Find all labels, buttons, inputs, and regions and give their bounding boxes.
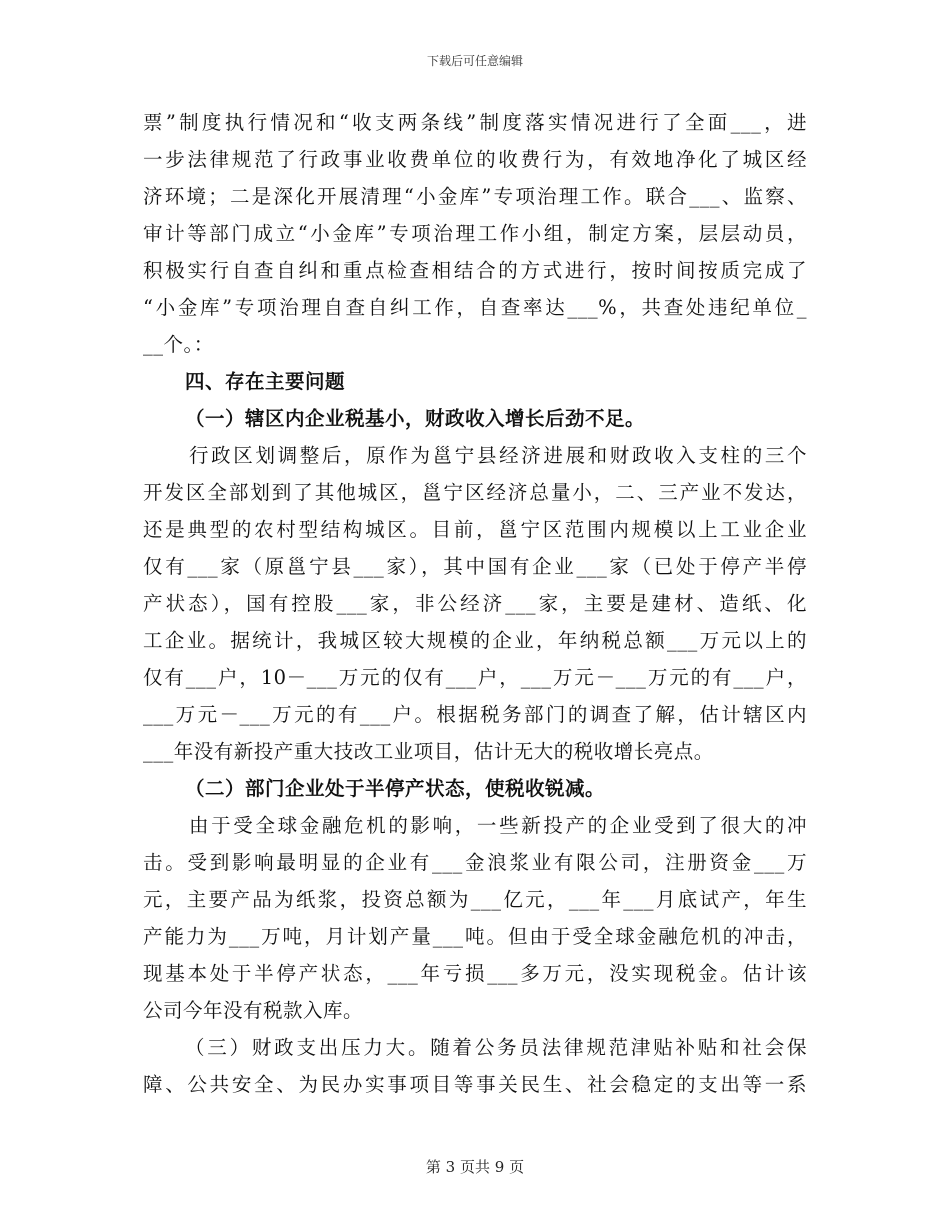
body-line: 障、公共安全、为民办实事项目等事关民生、社会稳定的支出等一系 <box>143 1073 807 1096</box>
body-line: 由于受全球金融危机的影响，一些新投产的企业受到了很大的冲 <box>189 814 807 837</box>
body-line: ___万元－___万元的有___户。根据税务部门的调查了解，估计辖区内 <box>143 703 807 726</box>
body-line: 仅有___家（原邕宁县___家），其中国有企业___家（已处于停产半停 <box>143 555 807 578</box>
body-line: 行政区划调整后，原作为邕宁县经济进展和财政收入支柱的三个 <box>189 444 807 467</box>
subsection-heading: （一）辖区内企业税基小，财政收入增长后劲不足。 <box>185 407 646 430</box>
subsection-heading: （二）部门企业处于半停产状态，使税收锐减。 <box>185 777 606 800</box>
body-line: 仅有___户，10－___万元的仅有___户，___万元－___万元的有___户， <box>143 666 807 689</box>
page-number: 第 3 页共 9 页 <box>425 1158 525 1176</box>
body-line: 一步法律规范了行政事业收费单位的收费行为，有效地净化了城区经 <box>143 148 807 171</box>
body-line: 公司今年没有税款入库。 <box>143 999 364 1022</box>
body-line: 还是典型的农村型结构城区。目前，邕宁区范围内规模以上工业企业 <box>143 518 807 541</box>
body-line: 济环境；二是深化开展清理“小金库”专项治理工作。联合___、监察、 <box>143 185 807 208</box>
body-line: ___年没有新投产重大技改工业项目，估计无大的税收增长亮点。 <box>143 740 714 763</box>
body-line: 元，主要产品为纸浆，投资总额为___亿元，___年___月底试产，年生 <box>143 888 807 911</box>
section-heading: 四、存在主要问题 <box>185 370 346 393</box>
page-header: 下载后可任意编辑 <box>426 54 523 68</box>
body-line: __个。： <box>143 333 214 356</box>
body-line: 积极实行自查自纠和重点检查相结合的方式进行，按时间按质完成了 <box>143 259 807 282</box>
body-line: 工企业。据统计，我城区较大规模的企业，年纳税总额___万元以上的 <box>143 629 807 652</box>
body-line: 票”制度执行情况和“收支两条线”制度落实情况进行了全面___，进 <box>143 111 807 134</box>
body-line: 开发区全部划到了其他城区，邕宁区经济总量小，二、三产业不发达， <box>143 481 807 504</box>
body-line: “小金库”专项治理自查自纠工作，自查率达___%，共查处违纪单位_ <box>143 296 807 319</box>
document-body <box>143 104 807 1103</box>
body-line: 产状态），国有控股___家，非公经济___家，主要是建材、造纸、化 <box>143 592 807 615</box>
body-line: 审计等部门成立“小金库”专项治理工作小组，制定方案，层层动员， <box>143 222 807 245</box>
body-line: 击。受到影响最明显的企业有___金浪浆业有限公司，注册资金___万 <box>143 851 807 874</box>
body-line: 现基本处于半停产状态，___年亏损___多万元，没实现税金。估计该 <box>143 962 807 985</box>
body-line: （三）财政支出压力大。随着公务员法律规范津贴补贴和社会保 <box>185 1036 807 1059</box>
body-line: 产能力为___万吨，月计划产量___吨。但由于受全球金融危机的冲击， <box>143 925 807 948</box>
